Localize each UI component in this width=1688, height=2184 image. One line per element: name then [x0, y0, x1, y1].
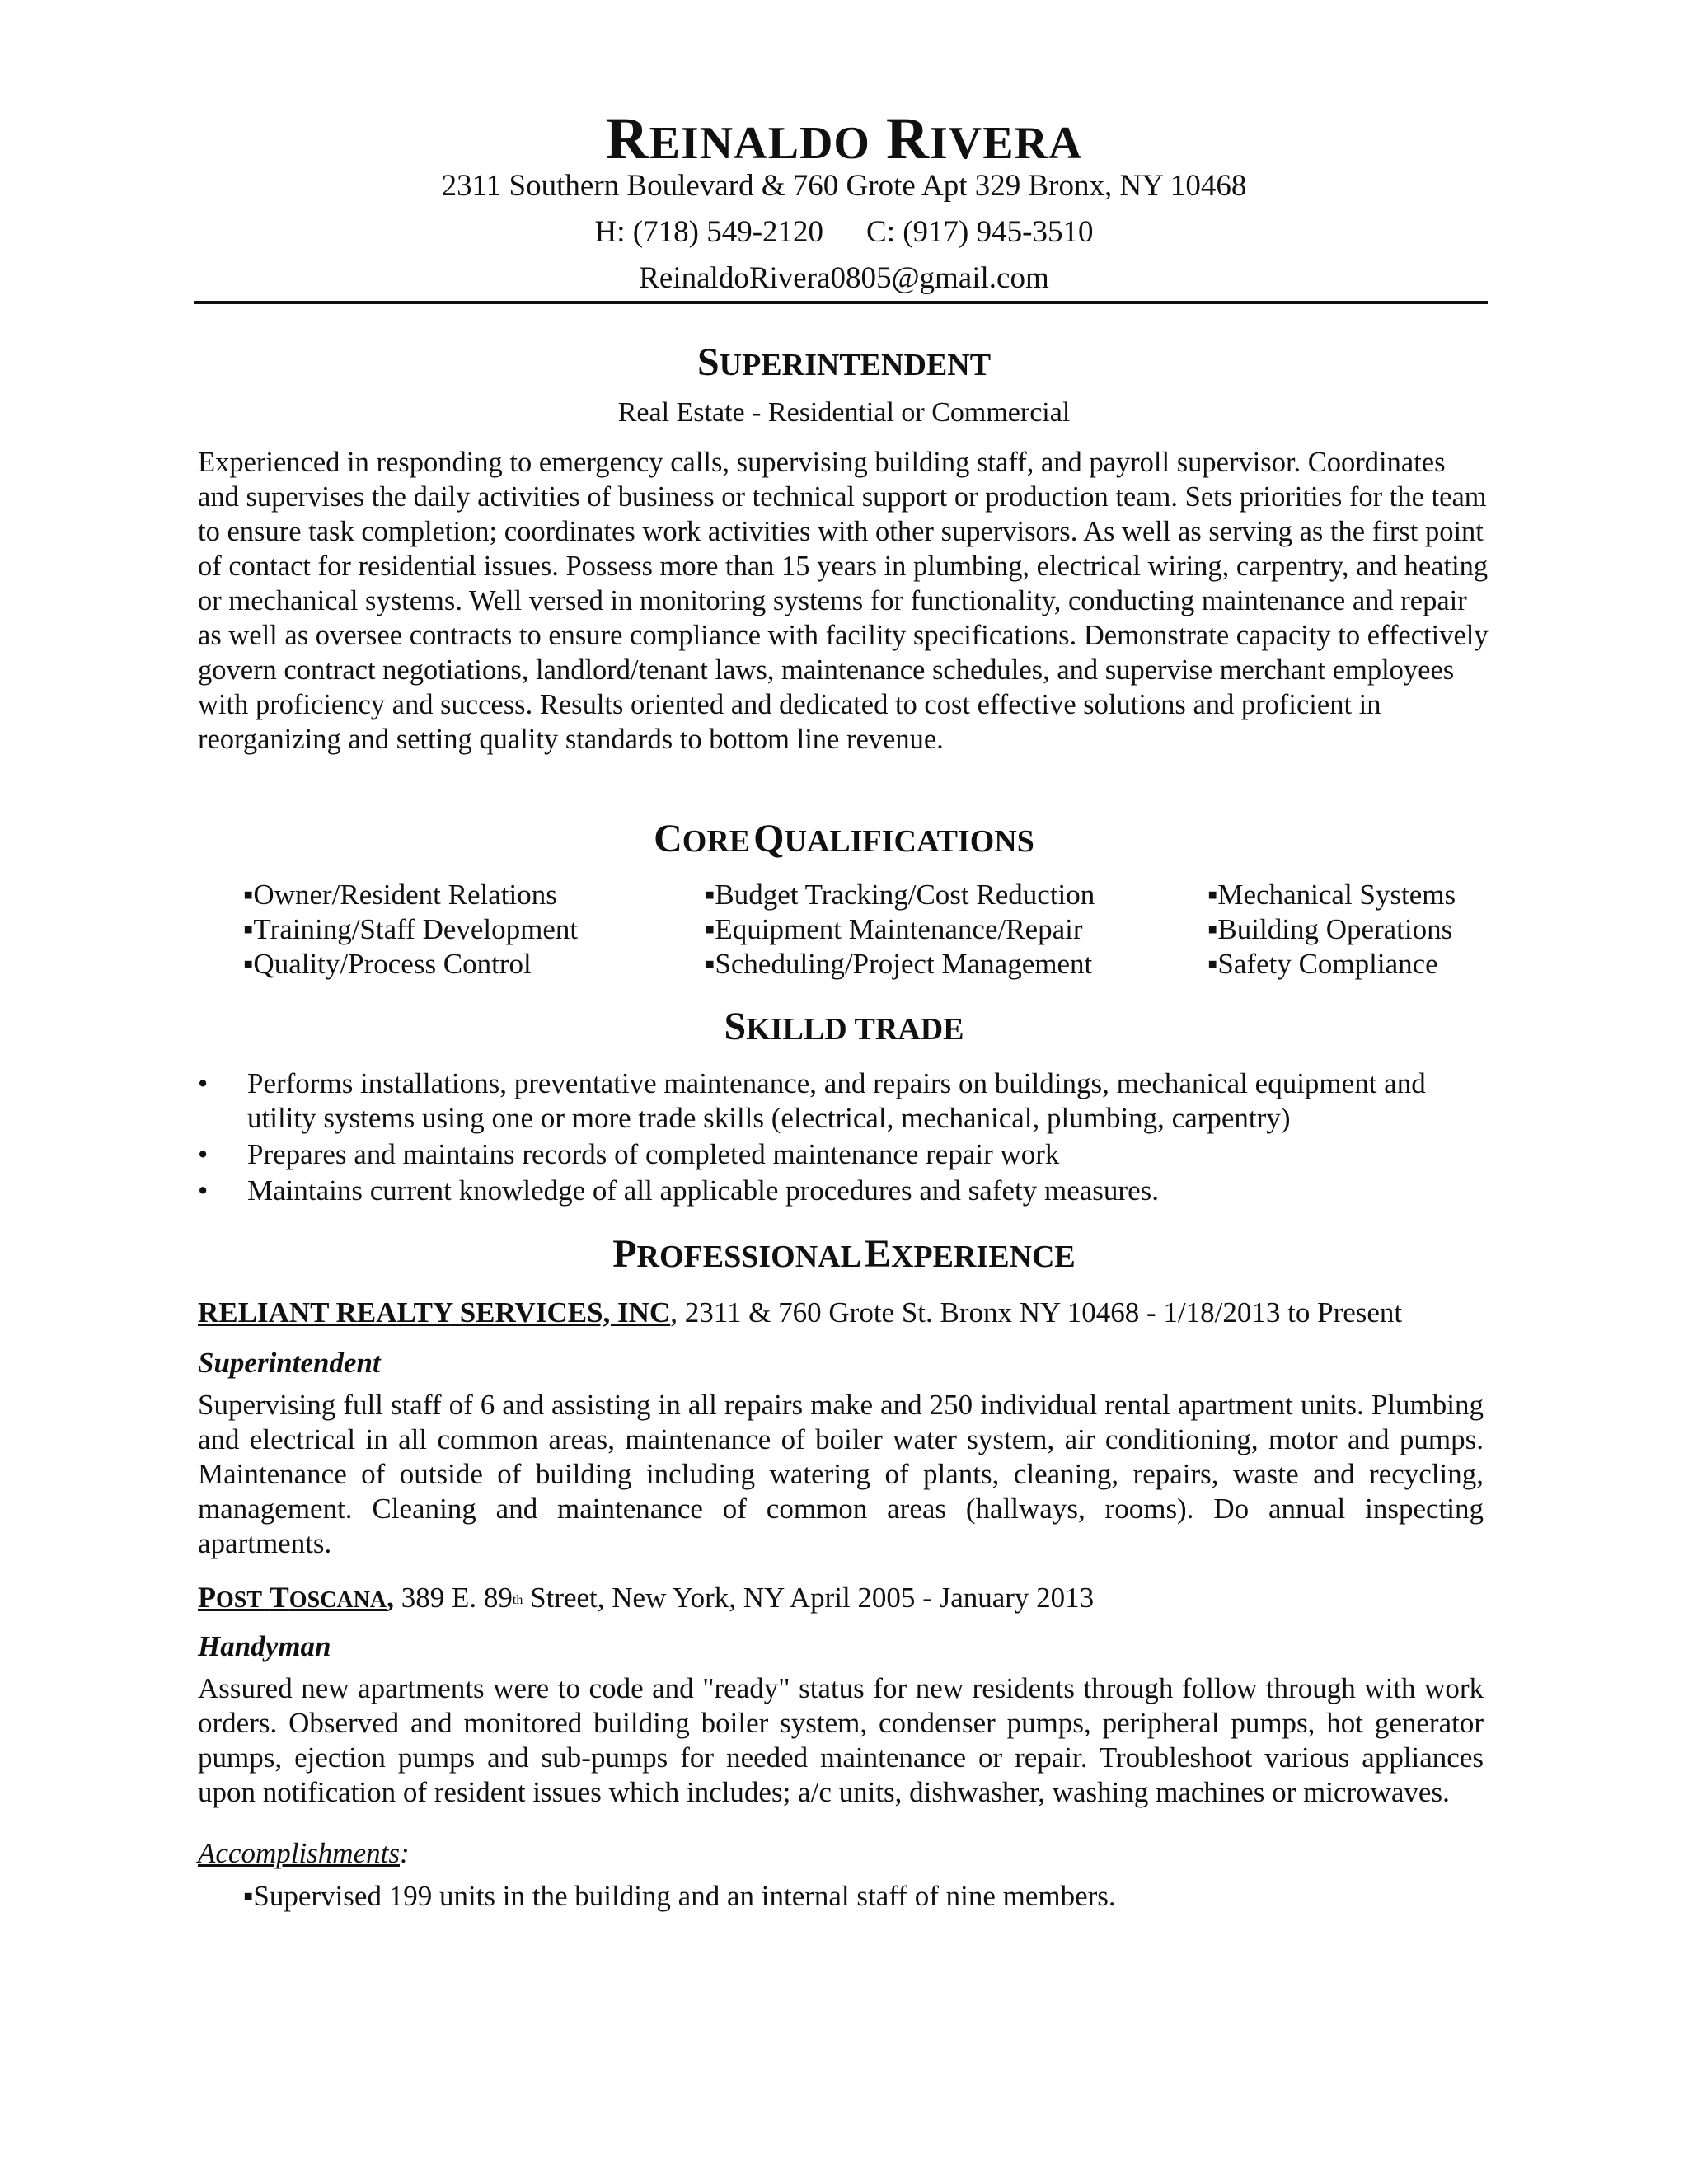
list-item: • Prepares and maintains records of completed maintenance repair work [198, 1137, 1484, 1172]
qualifications-column-1 [243, 878, 578, 982]
qualification-item: ▪ Safety Compliance [1207, 947, 1456, 982]
skilled-trade-list [198, 1066, 1484, 1210]
skilled-trade-title: SKILLD TRADE [724, 1005, 964, 1048]
qualifications-column-3 [1207, 878, 1456, 982]
phone-line [0, 214, 1688, 251]
cell-phone: C: (917) 945-3510 [866, 215, 1094, 249]
summary-paragraph: Experienced in responding to emergency calls, supervising building staff, and payroll supervisor. Coordinates and supervises the daily activities of business or technical support or production team. Sets priorities for the team to ensure task completion; coordinates work activities with other supervisors. As well as serving as the first point of contact for residential issues. Possess more than 15 years in plumbing, electrical wiring, carpentry, and heating or mechanical systems. Well versed in monitoring systems for functionality, conducting maintenance and repair as well as oversee contracts to ensure compliance with facility specifications. Demonstrate capacity to effectively govern contract negotiations, landlord/tenant laws, maintenance schedules, and supervise merchant employees with proficiency and success. Results oriented and dedicated to cost effective solutions and proficient in reorganizing and setting quality standards to bottom line revenue. [198, 447, 1489, 755]
objective-title: SUPERINTENDENT [696, 340, 992, 384]
core-qualifications-title: CORE QUALIFICATIONS [654, 817, 1034, 860]
qualification-item: ▪ Training/Staff Development [243, 912, 578, 947]
qualification-item: ▪ Owner/Resident Relations [243, 878, 578, 912]
home-phone: H: (718) 549-2120 [594, 215, 824, 249]
objective-subtitle: Real Estate - Residential or Commercial [617, 397, 1071, 428]
job-1-description: Supervising full staff of 6 and assisting in all repairs make and 250 individual rental apartment units. Plumbing and electrical in all common areas, maintenance of boiler water system, air conditioning, motor and pumps. Maintenance of outside of building including watering of plants, cleaning, repairs, waste and recycling, management. Cleaning and maintenance of common areas (hallways, rooms). Do annual inspecting apartments. [198, 1389, 1484, 1559]
experience-title: PROFESSIONAL EXPERIENCE [612, 1232, 1076, 1276]
candidate-name: REINALDO RIVERA [605, 105, 1083, 171]
job-1-role: Superintendent [198, 1347, 381, 1379]
job-2-role: Handyman [198, 1630, 331, 1662]
accomplishments-label: Accomplishments: [198, 1837, 410, 1869]
qualifications-column-2 [705, 878, 1095, 982]
qualification-item: ▪ Equipment Maintenance/Repair [705, 912, 1095, 947]
qualification-item: ▪ Quality/Process Control [243, 947, 578, 982]
email-address: ReinaldoRivera0805@gmail.com [639, 261, 1049, 295]
job-2-description: Assured new apartments were to code and "ready" status for new residents through follow through with work orders. Observed and monitored building boiler system, condenser pumps, peripheral pumps, hot generator pumps, ejection pumps and sub-pumps for needed maintenance or repair. Troubleshoot various appliances upon notification of resident issues which includes; a/c units, dishwasher, washing machines or microwaves. [198, 1672, 1484, 1808]
list-item: • Maintains current knowledge of all applicable procedures and safety measures. [198, 1174, 1484, 1208]
qualification-item: ▪ Scheduling/Project Management [705, 947, 1095, 982]
job-1-header [198, 1296, 1402, 1330]
job-2-header: POST TOSCANA, 389 E. 89th Street, New York, NY April 2005 - January 2013 [198, 1581, 1095, 1614]
job-details: , 2311 & 760 Grote St. Bronx NY 10468 - 1/18/2013 to Present [670, 1296, 1403, 1329]
header-divider [194, 301, 1488, 304]
qualification-item: ▪ Budget Tracking/Cost Reduction [705, 878, 1095, 912]
list-item: • Performs installations, preventative maintenance, and repairs on buildings, mechanical equipment and utility systems using one or more trade skills (electrical, mechanical, plumbing, carpentry) [198, 1066, 1484, 1136]
company-name: POST TOSCANA, [198, 1581, 395, 1614]
qualification-item: ▪ Building Operations [1207, 912, 1456, 947]
company-name: RELIANT REALTY SERVICES, INC [198, 1296, 671, 1329]
accomplishment-item: ▪ Supervised 199 units in the building and an internal staff of nine members. [243, 1879, 1116, 1914]
qualification-item: ▪ Mechanical Systems [1207, 878, 1456, 912]
address-line: 2311 Southern Boulevard & 760 Grote Apt 329 Bronx, NY 10468 [441, 169, 1247, 203]
